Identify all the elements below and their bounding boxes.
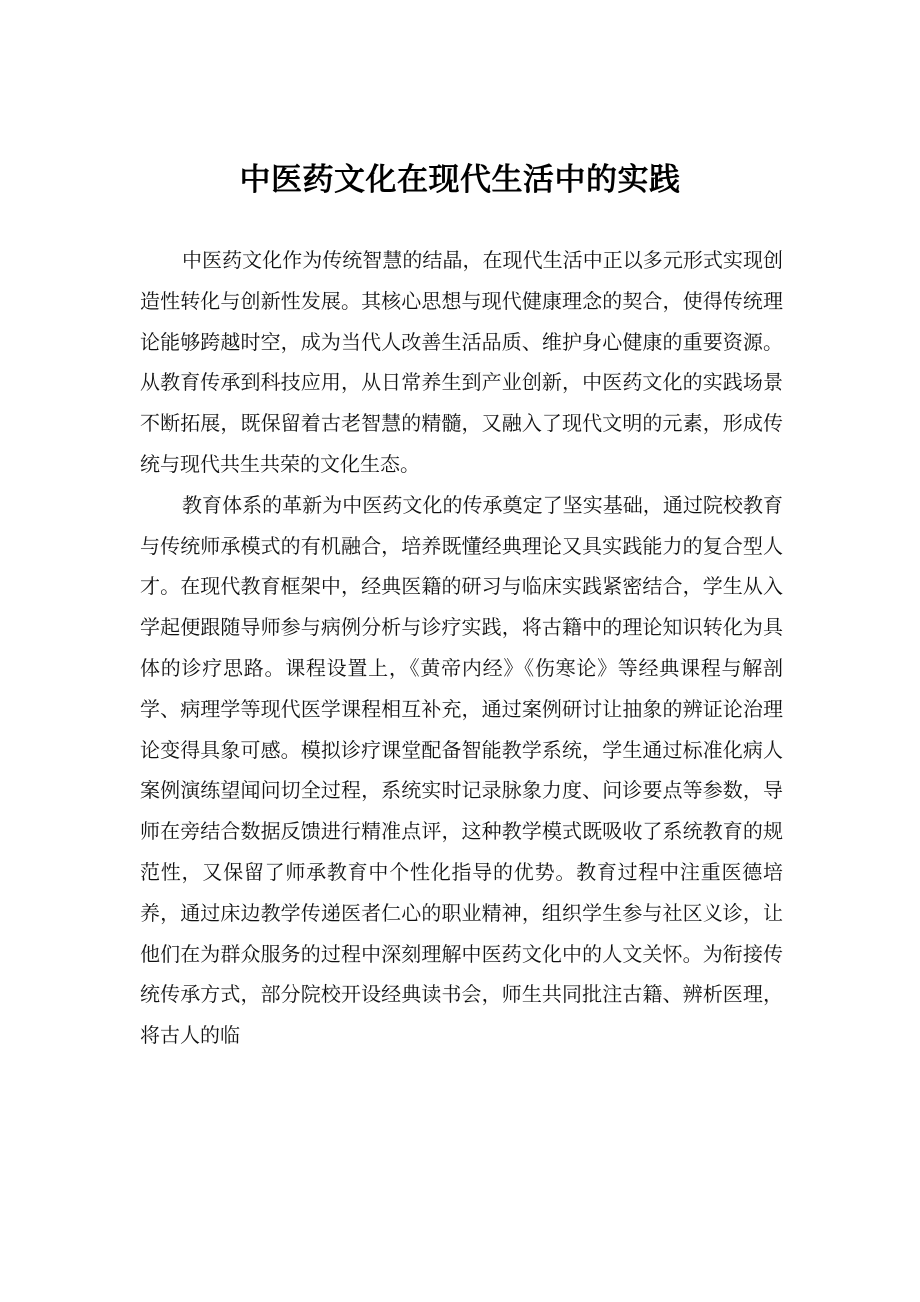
paragraph-2: 教育体系的革新为中医药文化的传承奠定了坚实基础，通过院校教育与传统师承模式的有机融合，培养既懂经典理论又具实践能力的复合型人才。在现代教育框架中，经典医籍的研习与临床实践紧密结合，学生从入学起便跟随导师参与病例分析与诊疗实践，将古籍中的理论知识转化为具体的诊疗思路。课程设置上，《黄帝内经》《伤寒论》等经典课程与解剖学、病理学等现代医学课程相互补充，通过案例研讨让抽象的辨证论治理论变得具象可感。模拟诊疗课堂配备智能教学系统，学生通过标准化病人案例演练望闻问切全过程，系统实时记录脉象力度、问诊要点等参数，导师在旁结合数据反馈进行精准点评，这种教学模式既吸收了系统教育的规范性，又保留了师承教育中个性化指导的优势。教育过程中注重医德培养，通过床边教学传递医者仁心的职业精神，组织学生参与社区义诊，让他们在为群众服务的过程中深刻理解中医药文化中的人文关怀。为衔接传统传承方式，部分院校开设经典读书会，师生共同批注古籍、辨析医理，将古人的临 (140, 492, 783, 1048)
article-body (140, 240, 783, 1056)
paragraph-1: 中医药文化作为传统智慧的结晶，在现代生活中正以多元形式实现创造性转化与创新性发展。其核心思想与现代健康理念的契合，使得传统理论能够跨越时空，成为当代人改善生活品质、维护身心健康的重要资源。从教育传承到科技应用，从日常养生到产业创新，中医药文化的实践场景不断拓展，既保留着古老智慧的精髓，又融入了现代文明的元素，形成传统与现代共生共荣的文化生态。 (140, 248, 783, 476)
page-title: 中医药文化在现代生活中的实践 (239, 162, 681, 198)
